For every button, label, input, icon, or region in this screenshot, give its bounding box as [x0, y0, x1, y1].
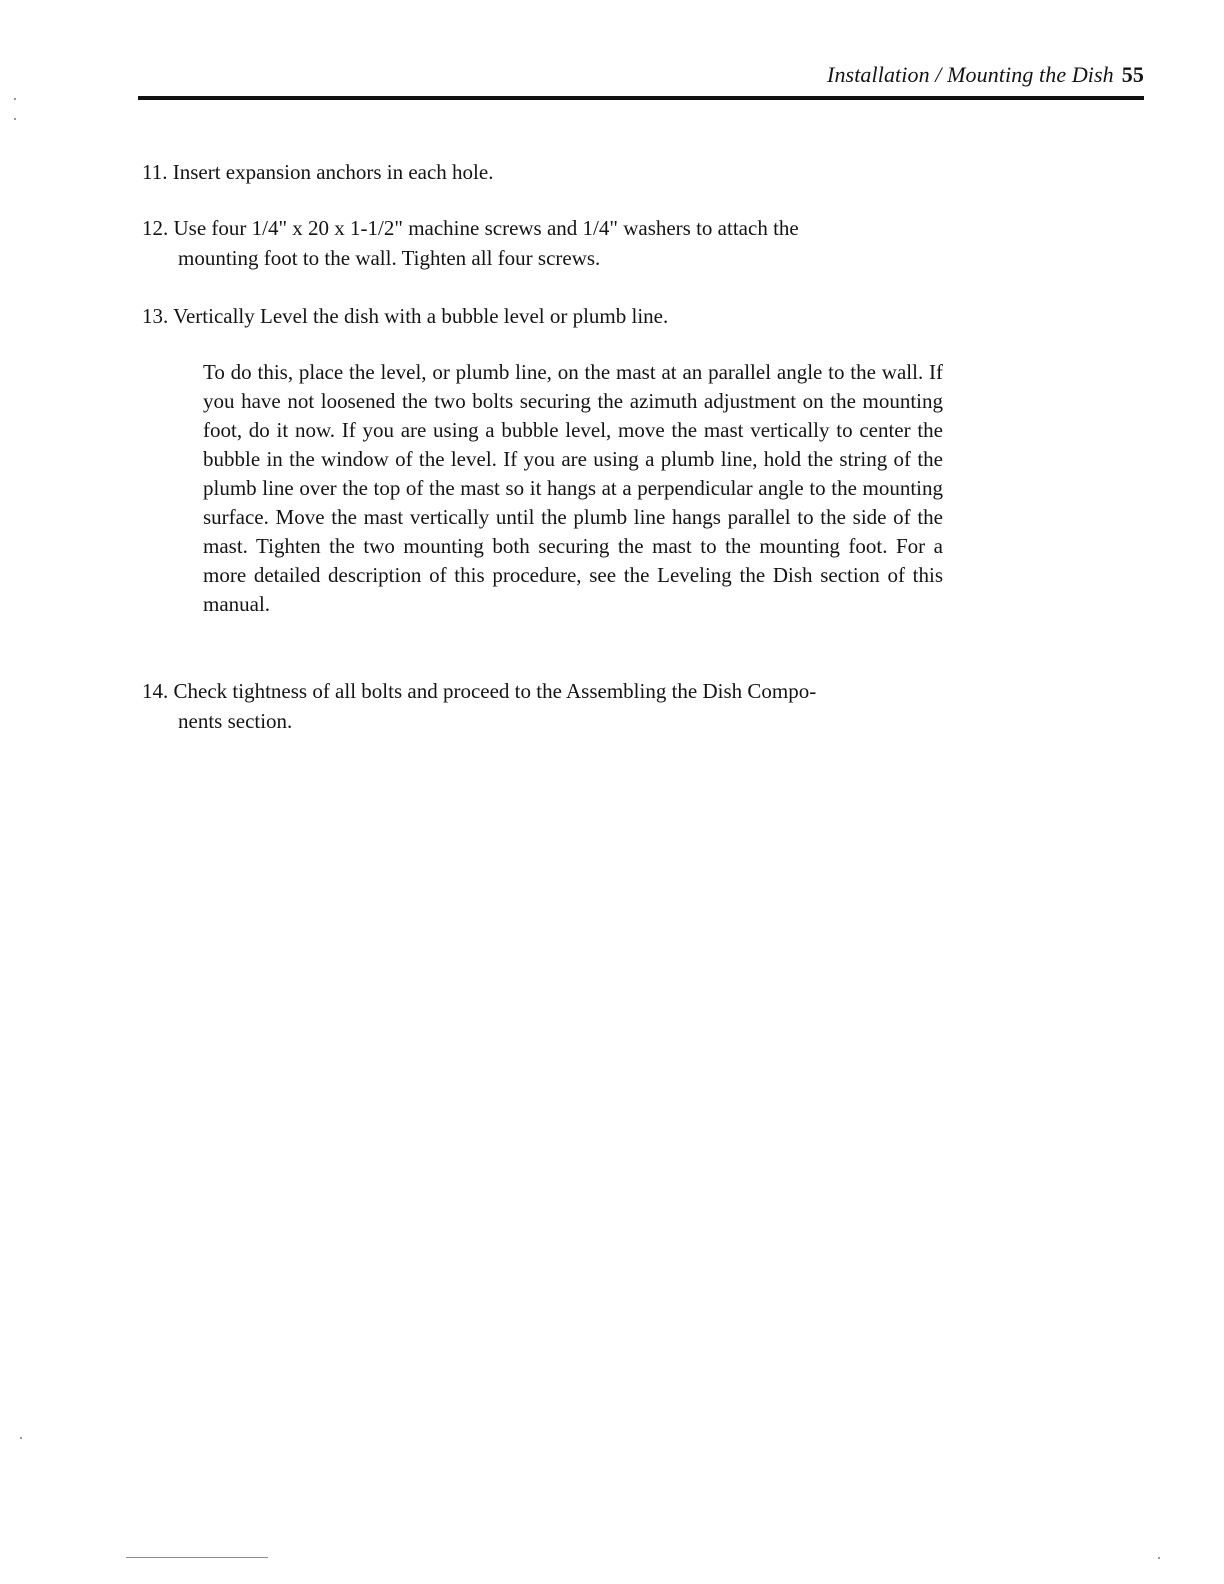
step-11	[142, 157, 493, 187]
step-text: Vertically Level the dish with a bubble level or plumb line.	[173, 304, 669, 328]
header-divider	[138, 96, 1144, 100]
scan-speck	[14, 98, 16, 100]
scan-speck	[20, 1437, 22, 1439]
scan-speck	[1158, 1557, 1160, 1559]
step-12	[142, 213, 799, 273]
scan-margin-mark	[126, 1557, 268, 1558]
step-number: 12.	[142, 216, 169, 240]
step-number: 13.	[142, 304, 169, 328]
step-text: Insert expansion anchors in each hole.	[172, 160, 494, 184]
step-14	[142, 676, 816, 736]
step-number: 14.	[142, 679, 169, 703]
step-13	[142, 301, 668, 331]
step-text-continued: mounting foot to the wall. Tighten all four screws.	[178, 246, 601, 270]
page-number: 55	[1121, 62, 1144, 87]
running-header	[827, 62, 1144, 88]
step-number: 11.	[142, 160, 168, 184]
step-text: Use four 1/4" x 20 x 1-1/2" machine screws and 1/4" washers to attach the	[173, 216, 799, 240]
scan-speck	[14, 118, 16, 120]
step-text-continued: nents section.	[178, 709, 293, 733]
step-13-detail-paragraph: To do this, place the level, or plumb line, on the mast at an parallel angle to the wall. If you have not loosened the two bolts securing the azimuth adjustment on the mounting foot, do it now. If you are using a bubble level, move the mast vertically to center the bubble in the window of the level. If you are using a plumb line, hold the string of the plumb line over the top of the mast so it hangs at a perpendicular angle to the mounting surface. Move the mast vertically until the plumb line hangs parallel to the side of the mast. Tighten the two mounting both securing the mast to the mounting foot. For a more detailed description of this procedure, see the Leveling the Dish section of this manual.	[203, 360, 943, 616]
page-header	[138, 56, 1144, 92]
section-title: Installation / Mounting the Dish	[827, 62, 1114, 87]
step-text: Check tightness of all bolts and proceed to the Assembling the Dish Compo-	[173, 679, 817, 703]
